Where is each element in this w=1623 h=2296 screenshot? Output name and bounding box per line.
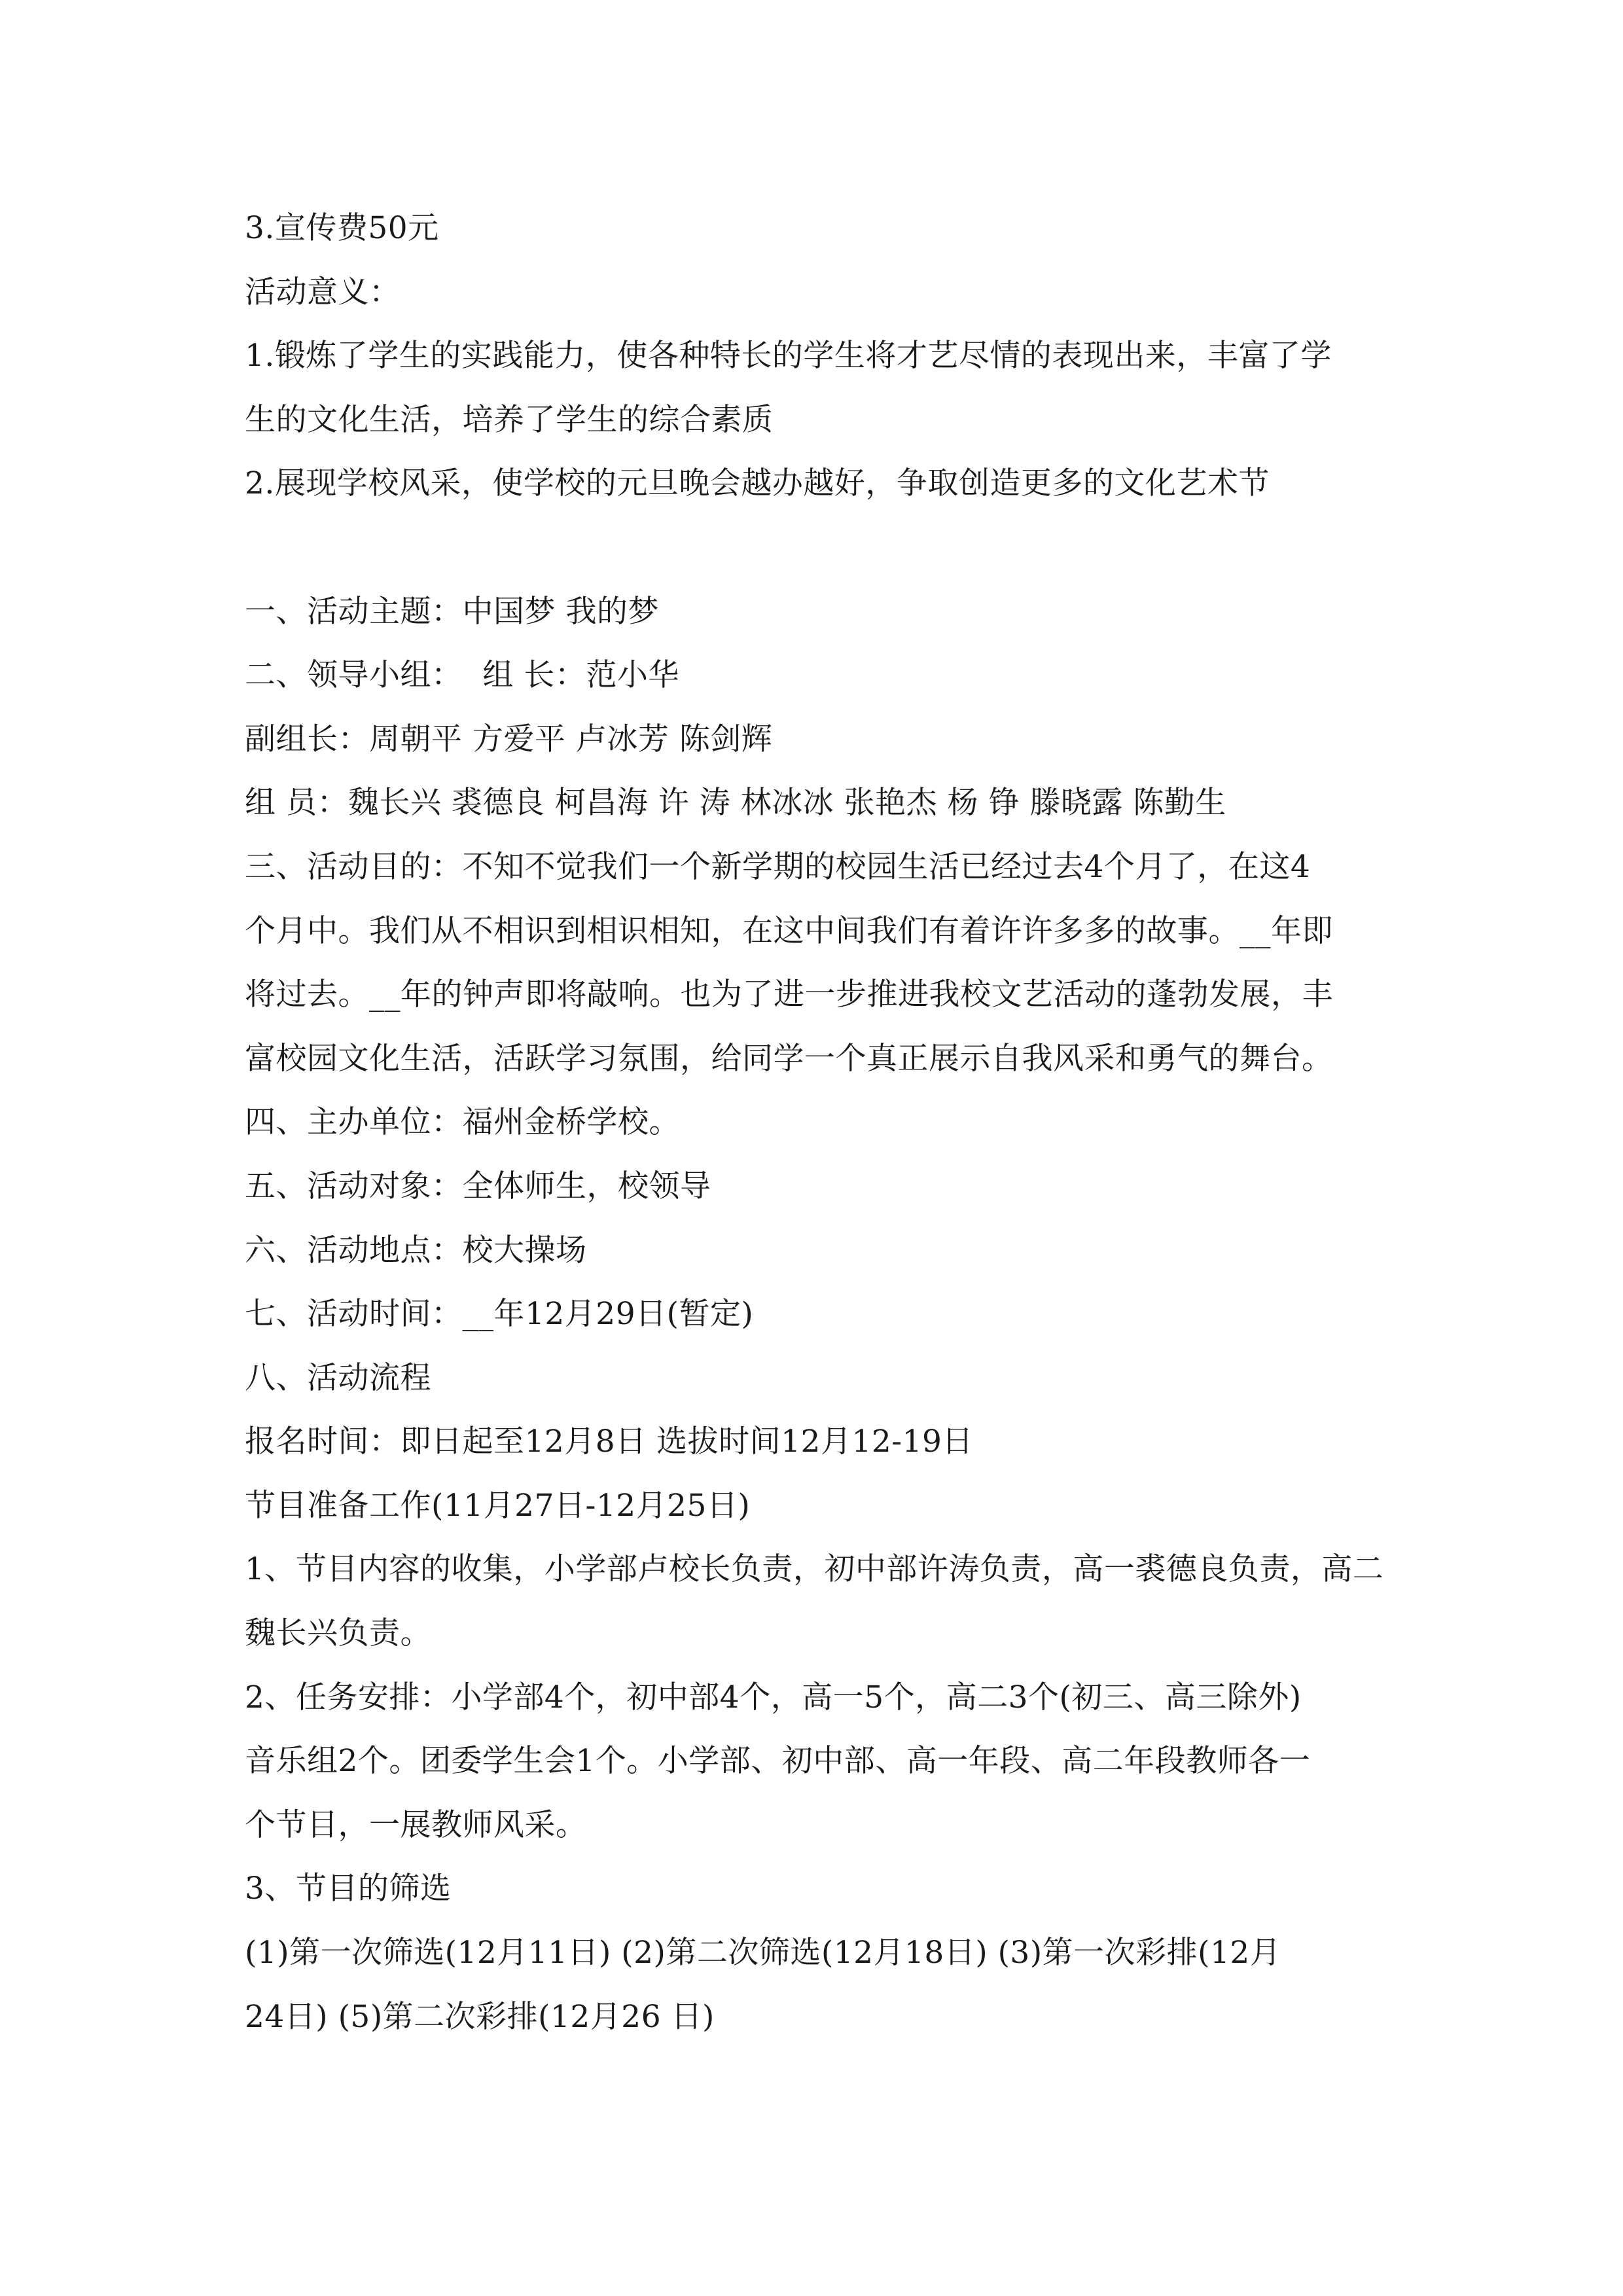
- text-line: 生的文化生活，培养了学生的综合素质: [245, 401, 774, 438]
- text-line: 三、活动目的：不知不觉我们一个新学期的校园生活已经过去4个月了，在这4: [245, 848, 1311, 885]
- text-line: 个月中。我们从不相识到相识相知，在这中间我们有着许许多多的故事。__年即: [245, 912, 1333, 949]
- text-line: 3.宣传费50元: [245, 210, 439, 246]
- text-line: 魏长兴负责。: [245, 1615, 431, 1652]
- text-line: (1)第一次筛选(12月11日) (2)第二次筛选(12月18日) (3)第一次彩排(12月: [245, 1935, 1281, 1971]
- text-line: 1.锻炼了学生的实践能力，使各种特长的学生将才艺尽情的表现出来，丰富了学: [245, 338, 1332, 374]
- text-line: 2、任务安排：小学部4个，初中部4个，高一5个，高二3个(初三、高三除外): [245, 1679, 1302, 1715]
- text-line: 3、节目的筛选: [245, 1871, 452, 1907]
- text-line: 节目准备工作(11月27日-12月25日): [245, 1487, 751, 1524]
- text-line: 一、活动主题：中国梦 我的梦: [245, 593, 659, 630]
- text-line: 八、活动流程: [245, 1359, 431, 1396]
- text-line: 将过去。__年的钟声即将敲响。也为了进一步推进我校文艺活动的蓬勃发展，丰: [245, 977, 1333, 1013]
- text-line: 音乐组2个。团委学生会1个。小学部、初中部、高一年段、高二年段教师各一: [245, 1743, 1311, 1780]
- text-line: 六、活动地点：校大操场: [245, 1232, 587, 1268]
- text-line: 活动意义：: [245, 274, 401, 310]
- text-line: 2.展现学校风采，使学校的元旦晚会越办越好，争取创造更多的文化艺术节: [245, 465, 1270, 502]
- text-line: 24日) (5)第二次彩排(12月26 日): [245, 1998, 715, 2035]
- text-line: 1、节目内容的收集，小学部卢校长负责，初中部许涛负责，高一裘德良负责，高二: [245, 1551, 1384, 1588]
- text-line: 个节目，一展教师风采。: [245, 1806, 587, 1843]
- text-line: 四、主办单位：福州金桥学校。: [245, 1104, 680, 1141]
- text-line: 组 员：魏长兴 裘德良 柯昌海 许 涛 林冰冰 张艳杰 杨 铮 滕晓露 陈勤生: [245, 785, 1226, 821]
- text-line: 报名时间：即日起至12月8日 选拔时间12月12-19日: [245, 1424, 973, 1460]
- text-line: 五、活动对象：全体师生，校领导: [245, 1168, 711, 1204]
- text-line: 富校园文化生活，活跃学习氛围，给同学一个真正展示自我风采和勇气的舞台。: [245, 1040, 1333, 1077]
- document-body: [245, 196, 1410, 2049]
- text-line: 七、活动时间：__年12月29日(暂定): [245, 1296, 754, 1333]
- blank-line: [245, 516, 1410, 580]
- text-line: 副组长：周朝平 方爱平 卢冰芳 陈剑辉: [245, 721, 773, 757]
- text-line: 二、领导小组： 组 长：范小华: [245, 657, 679, 694]
